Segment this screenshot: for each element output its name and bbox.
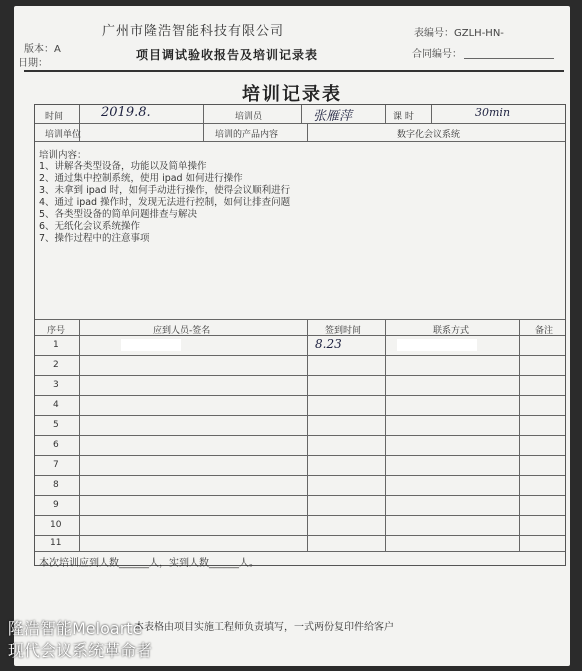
content-item: 2、通过集中控制系统，使用 ipad 如何进行操作 [39,173,243,184]
attendance-summary: 本次培训应到人数______人，实到人数______人。 [39,558,259,569]
watermark-line: 现代会议系统革命者 [8,641,153,660]
document-page [14,6,570,666]
content-heading: 培训内容： [39,150,87,161]
time-label: 时间 [45,112,64,122]
divider [79,319,80,551]
row-number: 10 [50,520,62,530]
row-number: 6 [53,440,59,450]
divider [35,123,565,124]
header-rule [24,70,564,72]
divider [35,355,565,356]
row-number: 9 [53,500,59,510]
divider [385,319,386,551]
content-item: 1、讲解各类型设备，功能以及简单操作 [39,161,207,172]
brand-watermark [8,618,152,662]
divider [35,495,565,496]
content-item: 4、通过 ipad 操作时，发现无法进行控制，如何让排查问题 [39,197,291,208]
redacted-contact [397,339,477,351]
divider [203,105,204,141]
product-value: 数字化会议系统 [397,130,461,140]
divider [35,415,565,416]
row-number: 8 [53,480,59,490]
divider [35,475,565,476]
row-number: 1 [53,340,59,350]
divider [35,319,565,320]
header-signin-time: 签到时间 [325,326,362,336]
divider [307,123,308,141]
company-name: 广州市隆浩智能科技有限公司 [102,24,285,39]
divider [519,319,520,551]
class-hours-value: 30min [475,106,511,119]
row-number: 7 [53,460,59,470]
class-hours-label: 课 时 [393,112,414,122]
form-note: 本表格由项目实施工程师负责填写，一式两份复印件给客户 [134,622,394,633]
trainer-label: 培训员 [235,112,263,122]
unit-label: 培训单位 [45,130,82,140]
divider [35,535,565,536]
row-number: 5 [53,420,59,430]
row-number: 2 [53,360,59,370]
contract-label: 合同编号： [412,49,462,60]
training-record-grid [34,104,566,569]
divider [385,105,386,123]
divider [35,435,565,436]
divider [307,319,308,551]
header-signature: 应到人员-签名 [153,326,211,336]
signin-time-value: 8.23 [315,337,342,351]
content-item: 7、操作过程中的注意事项 [39,233,150,244]
content-item: 5、各类型设备的简单问题排查与解决 [39,209,198,220]
divider [35,375,565,376]
row-number: 3 [53,380,59,390]
date-label: 日期： [18,58,48,69]
content-item: 6、无纸化会议系统操作 [39,221,141,232]
document-header [14,6,570,74]
row-number: 11 [50,538,62,548]
divider [35,141,565,142]
divider [35,515,565,516]
header-no: 序号 [47,326,66,336]
divider [35,551,565,552]
redacted-name [121,339,181,351]
row-number: 4 [53,400,59,410]
version-label: 版本：A [24,44,61,55]
trainer-signature: 张雁萍 [313,109,353,124]
header-contact: 联系方式 [433,326,470,336]
content-list [39,161,290,245]
time-value: 2019.8. [101,105,151,120]
contract-number-line [464,58,554,59]
form-number: 表编号：GZLH-HN- [414,28,504,39]
content-item: 3、未拿到 ipad 时，如何手动进行操作，使得会议顺利进行 [39,185,291,196]
document-title: 项目调试验收报告及培训记录表 [136,48,319,62]
header-remarks: 备注 [535,326,554,336]
divider [431,105,432,123]
divider [35,335,565,336]
divider [35,455,565,456]
form-title: 培训记录表 [242,84,342,105]
watermark-line: 隆浩智能Meloarte [8,619,143,638]
divider [301,105,302,123]
product-label: 培训的产品内容 [215,130,279,140]
divider [35,395,565,396]
